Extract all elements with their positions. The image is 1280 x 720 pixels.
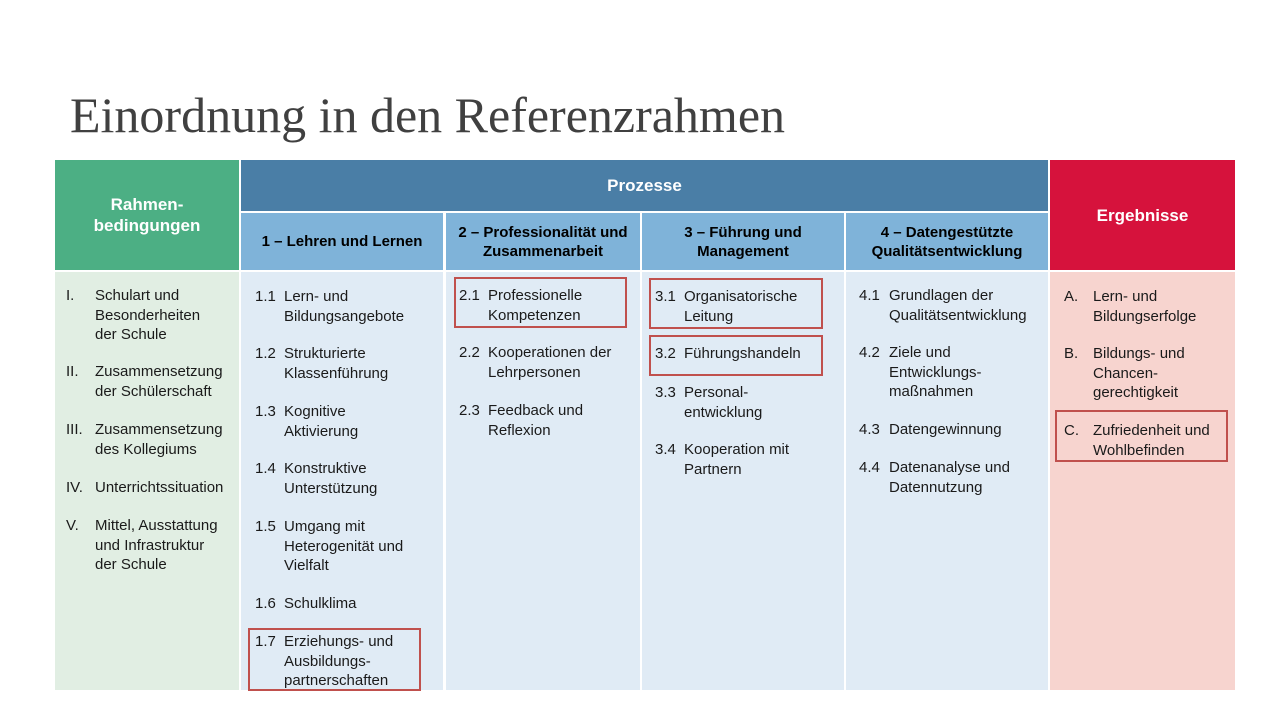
list-item	[655, 383, 841, 422]
item-number: 4.2	[859, 344, 880, 361]
list-item	[859, 420, 1045, 440]
sub-header-2: 2 – Professionalität und Zusammenarbeit	[446, 213, 640, 270]
sub-header-4: 4 – Datengestützte Qualitätsentwicklung	[846, 213, 1048, 270]
list-item	[859, 458, 1045, 497]
item-text: Kooperation mit Partnern	[684, 441, 790, 478]
highlight-frame-2-1	[454, 277, 627, 328]
item-text: Ziele und Entwicklungs- maßnahmen	[889, 344, 982, 400]
list-item	[255, 459, 441, 498]
highlight-frame-3-2	[649, 335, 823, 376]
item-text: Kooperationen der Lehrpersonen	[488, 344, 612, 381]
item-number: C.	[1064, 422, 1079, 439]
highlight-frame-c	[1055, 410, 1228, 462]
item-text: Unterrichtssituation	[95, 479, 224, 496]
item-number: I.	[66, 287, 75, 304]
item-number: 3.3	[655, 384, 676, 401]
item-text: Zusammensetzung des Kollegiums	[95, 421, 223, 458]
item-text: Lern- und Bildungsangebote	[284, 288, 405, 325]
item-text: Schulklima	[284, 595, 357, 612]
item-text: Mittel, Ausstattung und Infrastruktur der Schule	[95, 517, 218, 573]
item-text: Bildungs- und Chancen- gerechtigkeit	[1093, 345, 1185, 401]
list-item	[66, 420, 236, 459]
item-text: Schulart und Besonderheiten der Schule	[95, 287, 201, 343]
ergebnisse-header: Ergebnisse	[1050, 160, 1235, 270]
item-text: Zufriedenheit und Wohlbefinden	[1093, 422, 1210, 459]
item-number: 1.6	[255, 595, 276, 612]
item-text: Kognitive Aktivierung	[284, 403, 359, 440]
list-item	[66, 286, 236, 345]
item-text: Organisatorische Leitung	[684, 288, 798, 325]
item-number: 1.3	[255, 403, 276, 420]
list-item	[859, 286, 1045, 325]
item-text: Umgang mit Heterogenität und Vielfalt	[284, 518, 404, 574]
list-item	[66, 478, 236, 498]
list-item	[1064, 344, 1232, 403]
item-number: 4.4	[859, 459, 880, 476]
item-number: 3.1	[655, 288, 676, 305]
item-number: 1.4	[255, 460, 276, 477]
list-item	[459, 401, 637, 440]
item-text: Erziehungs- und Ausbildungs- partnerschaften	[284, 633, 394, 689]
item-number: V.	[66, 517, 79, 534]
item-number: 4.1	[859, 287, 880, 304]
item-number: 1.7	[255, 633, 276, 650]
item-number: IV.	[66, 479, 83, 496]
list-item	[255, 402, 441, 441]
item-text: Datenanalyse und Datennutzung	[889, 459, 1010, 496]
highlight-frame-3-1	[649, 278, 823, 329]
list-item	[255, 517, 441, 576]
list-item	[859, 343, 1045, 402]
item-text: Strukturierte Klassenführung	[284, 345, 389, 382]
item-text: Konstruktive Unterstützung	[284, 460, 378, 497]
item-text: Führungshandeln	[684, 345, 801, 362]
list-item	[655, 440, 841, 479]
item-number: A.	[1064, 288, 1079, 305]
list-item	[1064, 287, 1232, 326]
item-number: 3.4	[655, 441, 676, 458]
sub-header-3: 3 – Führung und Management	[642, 213, 844, 270]
list-item	[66, 516, 236, 575]
list-item	[255, 594, 441, 614]
item-number: 3.2	[655, 345, 676, 362]
item-text: Datengewinnung	[889, 421, 1002, 438]
item-number: III.	[66, 421, 83, 438]
item-text: Grundlagen der Qualitätsentwicklung	[889, 287, 1027, 324]
prozesse-header: Prozesse	[241, 160, 1048, 211]
list-item	[66, 362, 236, 401]
item-number: B.	[1064, 345, 1079, 362]
list-item	[459, 343, 637, 382]
highlight-frame-1-7	[248, 628, 421, 691]
item-number: 1.2	[255, 345, 276, 362]
item-number: II.	[66, 363, 79, 380]
item-text: Lern- und Bildungserfolge	[1093, 288, 1197, 325]
prozesse-body-2	[446, 272, 640, 690]
list-item	[255, 287, 441, 326]
item-text: Professionelle Kompetenzen	[488, 287, 583, 324]
ergebnisse-body	[1050, 272, 1235, 690]
item-text: Zusammensetzung der Schülerschaft	[95, 363, 223, 400]
item-number: 1.1	[255, 288, 276, 305]
item-text: Personal- entwicklung	[684, 384, 763, 421]
item-number: 1.5	[255, 518, 276, 535]
item-number: 2.3	[459, 402, 480, 419]
item-number: 2.1	[459, 287, 480, 304]
item-text: Feedback und Reflexion	[488, 402, 584, 439]
list-item	[255, 344, 441, 383]
rahmen-header: Rahmen- bedingungen	[55, 160, 239, 270]
item-number: 2.2	[459, 344, 480, 361]
item-number: 4.3	[859, 421, 880, 438]
page-title: Einordnung in den Referenzrahmen	[70, 87, 786, 143]
sub-header-1: 1 – Lehren und Lernen	[241, 213, 443, 270]
